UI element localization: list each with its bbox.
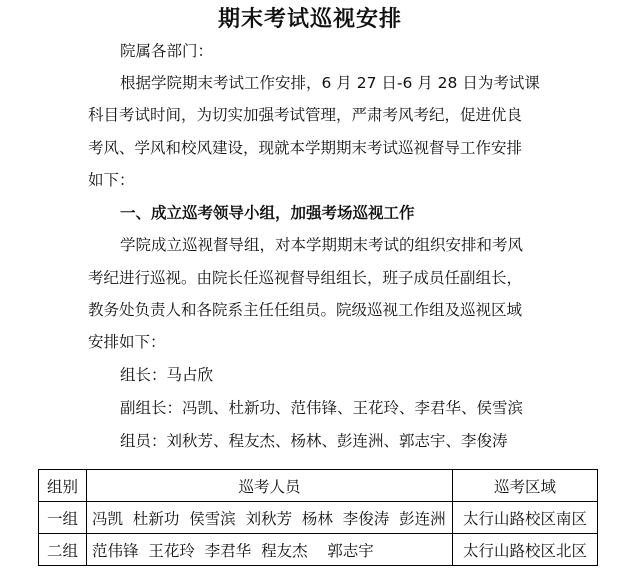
table-header-row [39,470,598,502]
intro-line-3: 考风、学风和校风建设，现就本学期期末考试巡视督导工作安排 [88,139,523,157]
section-body-line-1: 学院成立巡视督导组，对本学期期末考试的组织安排和考风 [120,236,524,254]
section-heading: 一、成立巡考领导小组，加强考场巡视工作 [120,203,415,222]
intro-line-4: 如下： [88,171,135,189]
cell-staff: 冯凯 杜新功 侯雪滨 刘秋芳 杨林 李俊涛 彭连洲 [87,502,453,534]
members-line: 组员：刘秋芳、程友杰、杨林、彭连洲、郭志宇、李俊涛 [120,432,508,450]
cell-area: 太行山路校区北区 [453,534,598,566]
cell-group: 一组 [39,502,87,534]
leader-line: 组长：马占欣 [120,366,214,384]
deputy-line: 副组长：冯凯、杜新功、范伟锋、王花玲、李君华、侯雪滨 [120,399,524,417]
header-area: 巡考区域 [453,470,598,502]
cell-area: 太行山路校区南区 [453,502,598,534]
intro-line-1: 根据学院期末考试工作安排，6 月 27 日-6 月 28 日为考试课 [120,74,540,92]
section-body-line-3: 教务处负责人和各院系主任任组员。院级巡视工作组及巡视区域 [88,301,523,319]
header-staff: 巡考人员 [87,470,453,502]
cell-group: 二组 [39,534,87,566]
section-body-line-4: 安排如下： [88,333,166,351]
salutation: 院属各部门： [120,42,214,60]
cell-staff: 范伟锋 王花玲 李君华 程友杰 郭志宇 [87,534,453,566]
intro-line-2: 科目考试时间，为切实加强考试管理，严肃考风考纪，促进优良 [88,106,523,124]
document-title: 期末考试巡视安排 [217,6,402,32]
table-row [39,534,598,566]
patrol-table [38,469,598,566]
table-row [39,502,598,534]
header-group: 组别 [39,470,87,502]
section-body-line-2: 考纪进行巡视。由院长任巡视督导组组长，班子成员任副组长， [88,269,523,287]
